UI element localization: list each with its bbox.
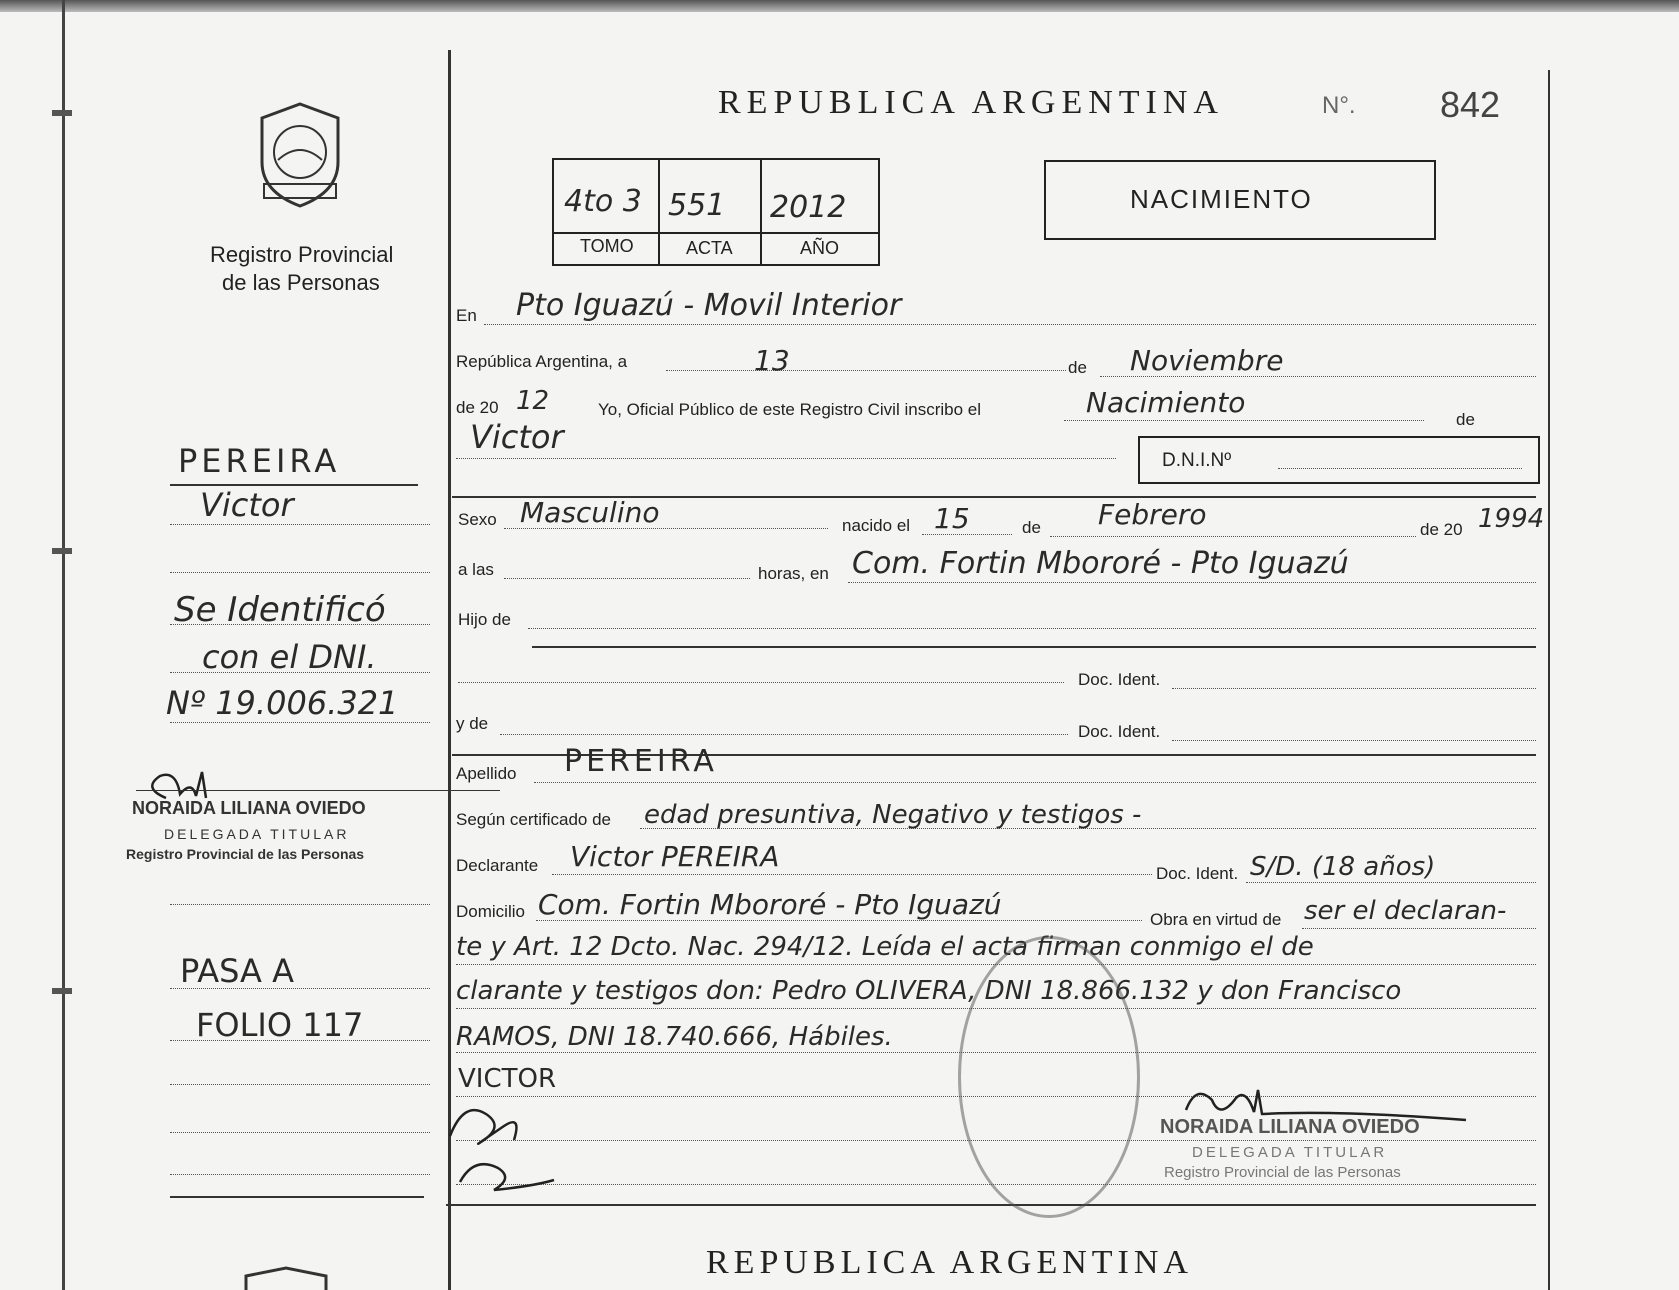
nacimiento-label: NACIMIENTO [1130, 184, 1313, 214]
doc-ident-label-3: Doc. Ident. [1156, 864, 1239, 883]
declarante-value: Victor PEREIRA [570, 840, 780, 873]
person-name: Victor [470, 418, 564, 456]
acta-number-prefix: N°. [1322, 92, 1356, 119]
footer-official-name: NORAIDA LILIANA OVIEDO [1160, 1116, 1420, 1138]
republica-label: República Argentina, a [456, 352, 628, 371]
year-value: 12 [516, 386, 550, 416]
de-label-2: de [1456, 410, 1475, 429]
binder-hole-1 [52, 110, 72, 116]
obra-value: ser el declaran- [1304, 896, 1507, 926]
a-las-label: a las [458, 560, 494, 579]
year-prefix-label: de 20 [456, 398, 499, 417]
doc-ident-label: Doc. Ident. [1078, 670, 1161, 689]
margin-pasa-line1: PASA A [180, 952, 294, 990]
body-line-3: RAMOS, DNI 18.740.666, Hábiles. [456, 1022, 893, 1052]
nacido-label: nacido el [842, 516, 911, 535]
country-title: REPUBLICA ARGENTINA [718, 84, 1224, 121]
acta-value: 551 [668, 188, 726, 223]
apellido-label: Apellido [456, 764, 517, 783]
sexo-label: Sexo [458, 510, 497, 529]
y-de-label: y de [456, 714, 489, 733]
footer-official-registry: Registro Provincial de las Personas [1164, 1164, 1401, 1181]
segun-value: edad presuntiva, Negativo y testigos - [644, 800, 1142, 830]
body-line-1: te y Art. 12 Dcto. Nac. 294/12. Leída el acta firman conmigo el de [456, 932, 1314, 962]
birth-day: 15 [934, 502, 970, 535]
right-border [1548, 70, 1550, 1290]
registry-name-line1: Registro Provincial [210, 242, 394, 267]
tomo-label: TOMO [580, 236, 634, 256]
province-seal [250, 100, 350, 210]
margin-official-name: NORAIDA LILIANA OVIEDO [132, 798, 366, 818]
tomo-value: 4to 3 [564, 184, 642, 219]
inscribo-value: Nacimiento [1086, 386, 1246, 419]
acta-label: ACTA [686, 238, 733, 258]
footer-country-title: REPUBLICA ARGENTINA [706, 1244, 1193, 1281]
domicilio-label: Domicilio [456, 902, 525, 921]
declarante-label: Declarante [456, 856, 539, 875]
margin-official-registry: Registro Provincial de las Personas [126, 846, 365, 862]
page-left-edge [62, 0, 65, 1290]
hijo-label: Hijo de [458, 610, 511, 629]
margin-note-line2: con el DNI. [202, 638, 377, 676]
declarant-signature [444, 1096, 564, 1196]
declarante-doc: S/D. (18 años) [1250, 852, 1436, 882]
birth-place: Com. Fortin Mbororé - Pto Iguazú [852, 546, 1349, 581]
binder-hole-3 [52, 988, 72, 994]
ano-value: 2012 [770, 190, 847, 225]
en-value: Pto Iguazú - Movil Interior [516, 288, 902, 323]
birth-year-label: de 20 [1420, 520, 1463, 539]
birth-year: 1994 [1478, 504, 1545, 534]
obra-label: Obra en virtud de [1150, 910, 1282, 929]
sexo-value: Masculino [520, 496, 660, 529]
acta-number: 842 [1440, 84, 1501, 125]
margin-pasa-line2: FOLIO 117 [196, 1006, 364, 1044]
birth-month: Febrero [1098, 498, 1207, 531]
margin-note-line3: Nº 19.006.321 [166, 684, 399, 722]
month-value: Noviembre [1130, 344, 1284, 377]
body-line-2: clarante y testigos don: Pedro OLIVERA, DNI 18.866.132 y don Francisco [456, 976, 1402, 1006]
footer-province-seal [238, 1266, 334, 1290]
en-label: En [456, 306, 477, 325]
record-box [552, 158, 880, 266]
registry-name-line2: de las Personas [222, 270, 380, 295]
footer-official-title: DELEGADA TITULAR [1192, 1144, 1388, 1161]
margin-given-name: Victor [200, 486, 294, 524]
segun-label: Según certificado de [456, 810, 611, 829]
margin-official-title: DELEGADA TITULAR [164, 826, 350, 842]
signer-name: VICTOR [458, 1064, 557, 1094]
margin-surname: PEREIRA [178, 442, 341, 480]
birth-de-label: de [1022, 518, 1041, 537]
nacimiento-box [1044, 160, 1436, 240]
doc-ident-label-2: Doc. Ident. [1078, 722, 1161, 741]
day-value: 13 [754, 344, 790, 377]
margin-note-line1: Se Identificó [174, 590, 386, 630]
ano-label: AÑO [800, 238, 840, 258]
dni-label: D.N.I.Nº [1162, 450, 1232, 471]
dni-box [1138, 436, 1540, 484]
horas-label: horas, en [758, 564, 829, 583]
apellido-value: PEREIRA [564, 744, 718, 779]
domicilio-value: Com. Fortin Mbororé - Pto Iguazú [538, 888, 1002, 921]
binder-hole-2 [52, 548, 72, 554]
official-stamp [958, 936, 1140, 1218]
de-label: de [1068, 358, 1087, 377]
top-shadow [0, 0, 1679, 12]
yo-label: Yo, Oficial Público de este Registro Civil inscribo el [598, 400, 981, 419]
